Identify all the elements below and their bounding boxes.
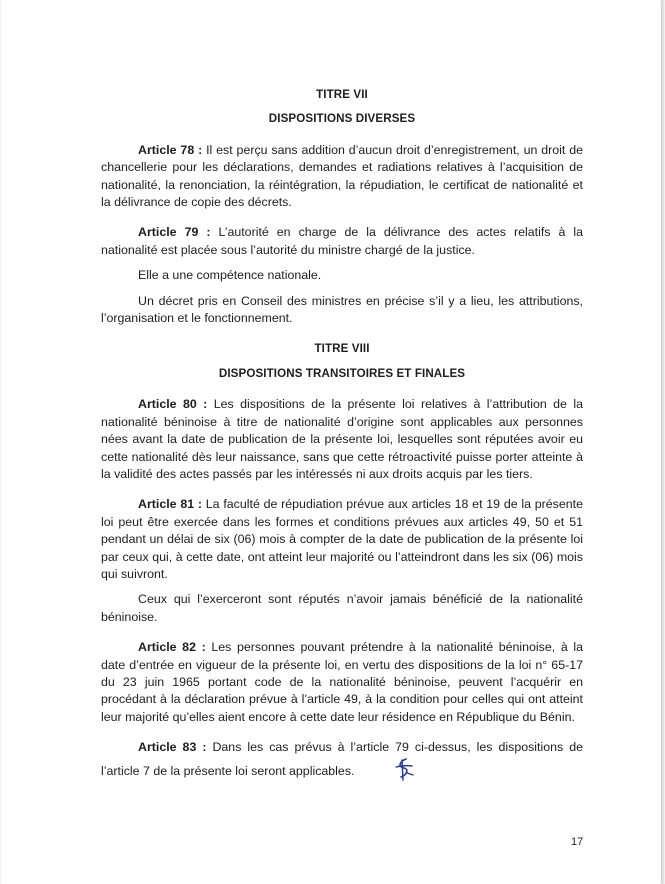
titre-vii-subtitle: DISPOSITIONS DIVERSES [268, 112, 416, 126]
article-78-label: Article 78 : [138, 142, 203, 157]
article-79 [101, 224, 583, 259]
page-number: 17 [571, 836, 584, 848]
article-79-paragraph-2: Elle a une compétence nationale. [138, 268, 322, 283]
article-83 [101, 739, 583, 786]
article-79-label: Article 79 : [138, 225, 211, 240]
titre-viii-subtitle: DISPOSITIONS TRANSITOIRES ET FINALES [218, 366, 466, 380]
article-82-label: Article 82 : [138, 640, 206, 655]
article-81-text: La faculté de répudiation prévue aux articles 18 et 19 de la présente loi peut être exercée dans les formes et conditions prévues aux articles 49, 50 et 51 pendant un délai de six (06) mois à compter de la date de publication de la présente loi par ceux qui, à cette date, ont atteint leur majorité ou l’atteindront dans les six (06) mois qui suivront. [101, 497, 583, 581]
article-78 [101, 142, 583, 212]
article-82-text: Les personnes pouvant prétendre à la nationalité béninoise, à la date d’entrée en vigueur de la présente loi, en vertu des dispositions de la loi n° 65-17 du 23 juin 1965 portant code de la nationalité béninoise, peuvent l’acquérir en procédant à la déclaration prévue à l’article 49, à la condition pour celles qui ont atteint leur majorité qu’elles aient encore à cette date leur résidence en République du Bénin. [101, 640, 583, 724]
titre-vii-heading: TITRE VII [316, 88, 368, 101]
article-81 [101, 496, 583, 583]
document-body [101, 86, 583, 794]
article-83-label: Article 83 : [138, 740, 207, 755]
article-80-label: Article 80 : [138, 397, 208, 412]
signature-initials [356, 757, 415, 786]
article-78-text: Il est perçu sans addition d’aucun droit d’enregistrement, un droit de chancellerie pour les déclarations, demandes et radiations relatives à l’acquisition de nationalité, la renonciation, la réintégration, la répudiation, le certificat de nationalité et la délivrance de copie des décrets. [101, 142, 583, 210]
article-80 [101, 396, 583, 483]
article-81-paragraph-2: Ceux qui l’exerceront sont réputés n’avoir jamais bénéficié de la nationalité béninoise. [101, 592, 583, 624]
article-81-label: Article 81 : [138, 497, 203, 512]
document-page [1, 0, 661, 884]
article-83-text: Dans les cas prévus à l’article 79 ci-dessus, les dispositions de l’article 7 de la présente loi seront applicables. [101, 740, 583, 778]
article-82 [101, 639, 583, 726]
article-79-text: L’autorité en charge de la délivrance des actes relatifs à la nationalité est placée sous l’autorité du ministre chargé de la justice. [101, 225, 583, 257]
article-79-paragraph-3: Un décret pris en Conseil des ministres en précise s’il y a lieu, les attributions, l’organisation et le fonctionnement. [101, 293, 583, 326]
titre-viii-heading: TITRE VIII [314, 342, 370, 356]
article-80-text: Les dispositions de la présente loi relatives à l’attribution de la nationalité béninoise à titre de nationalité d’origine sont applicables aux personnes nées avant la date de publication de la présente loi, lesquelles sont réputées avoir eu cette nationalité dès leur naissance, sans que cette rétroactivité puisse porter atteinte à la validité des actes passés par les intéressés ni aux droits acquis par les tiers. [101, 397, 583, 481]
